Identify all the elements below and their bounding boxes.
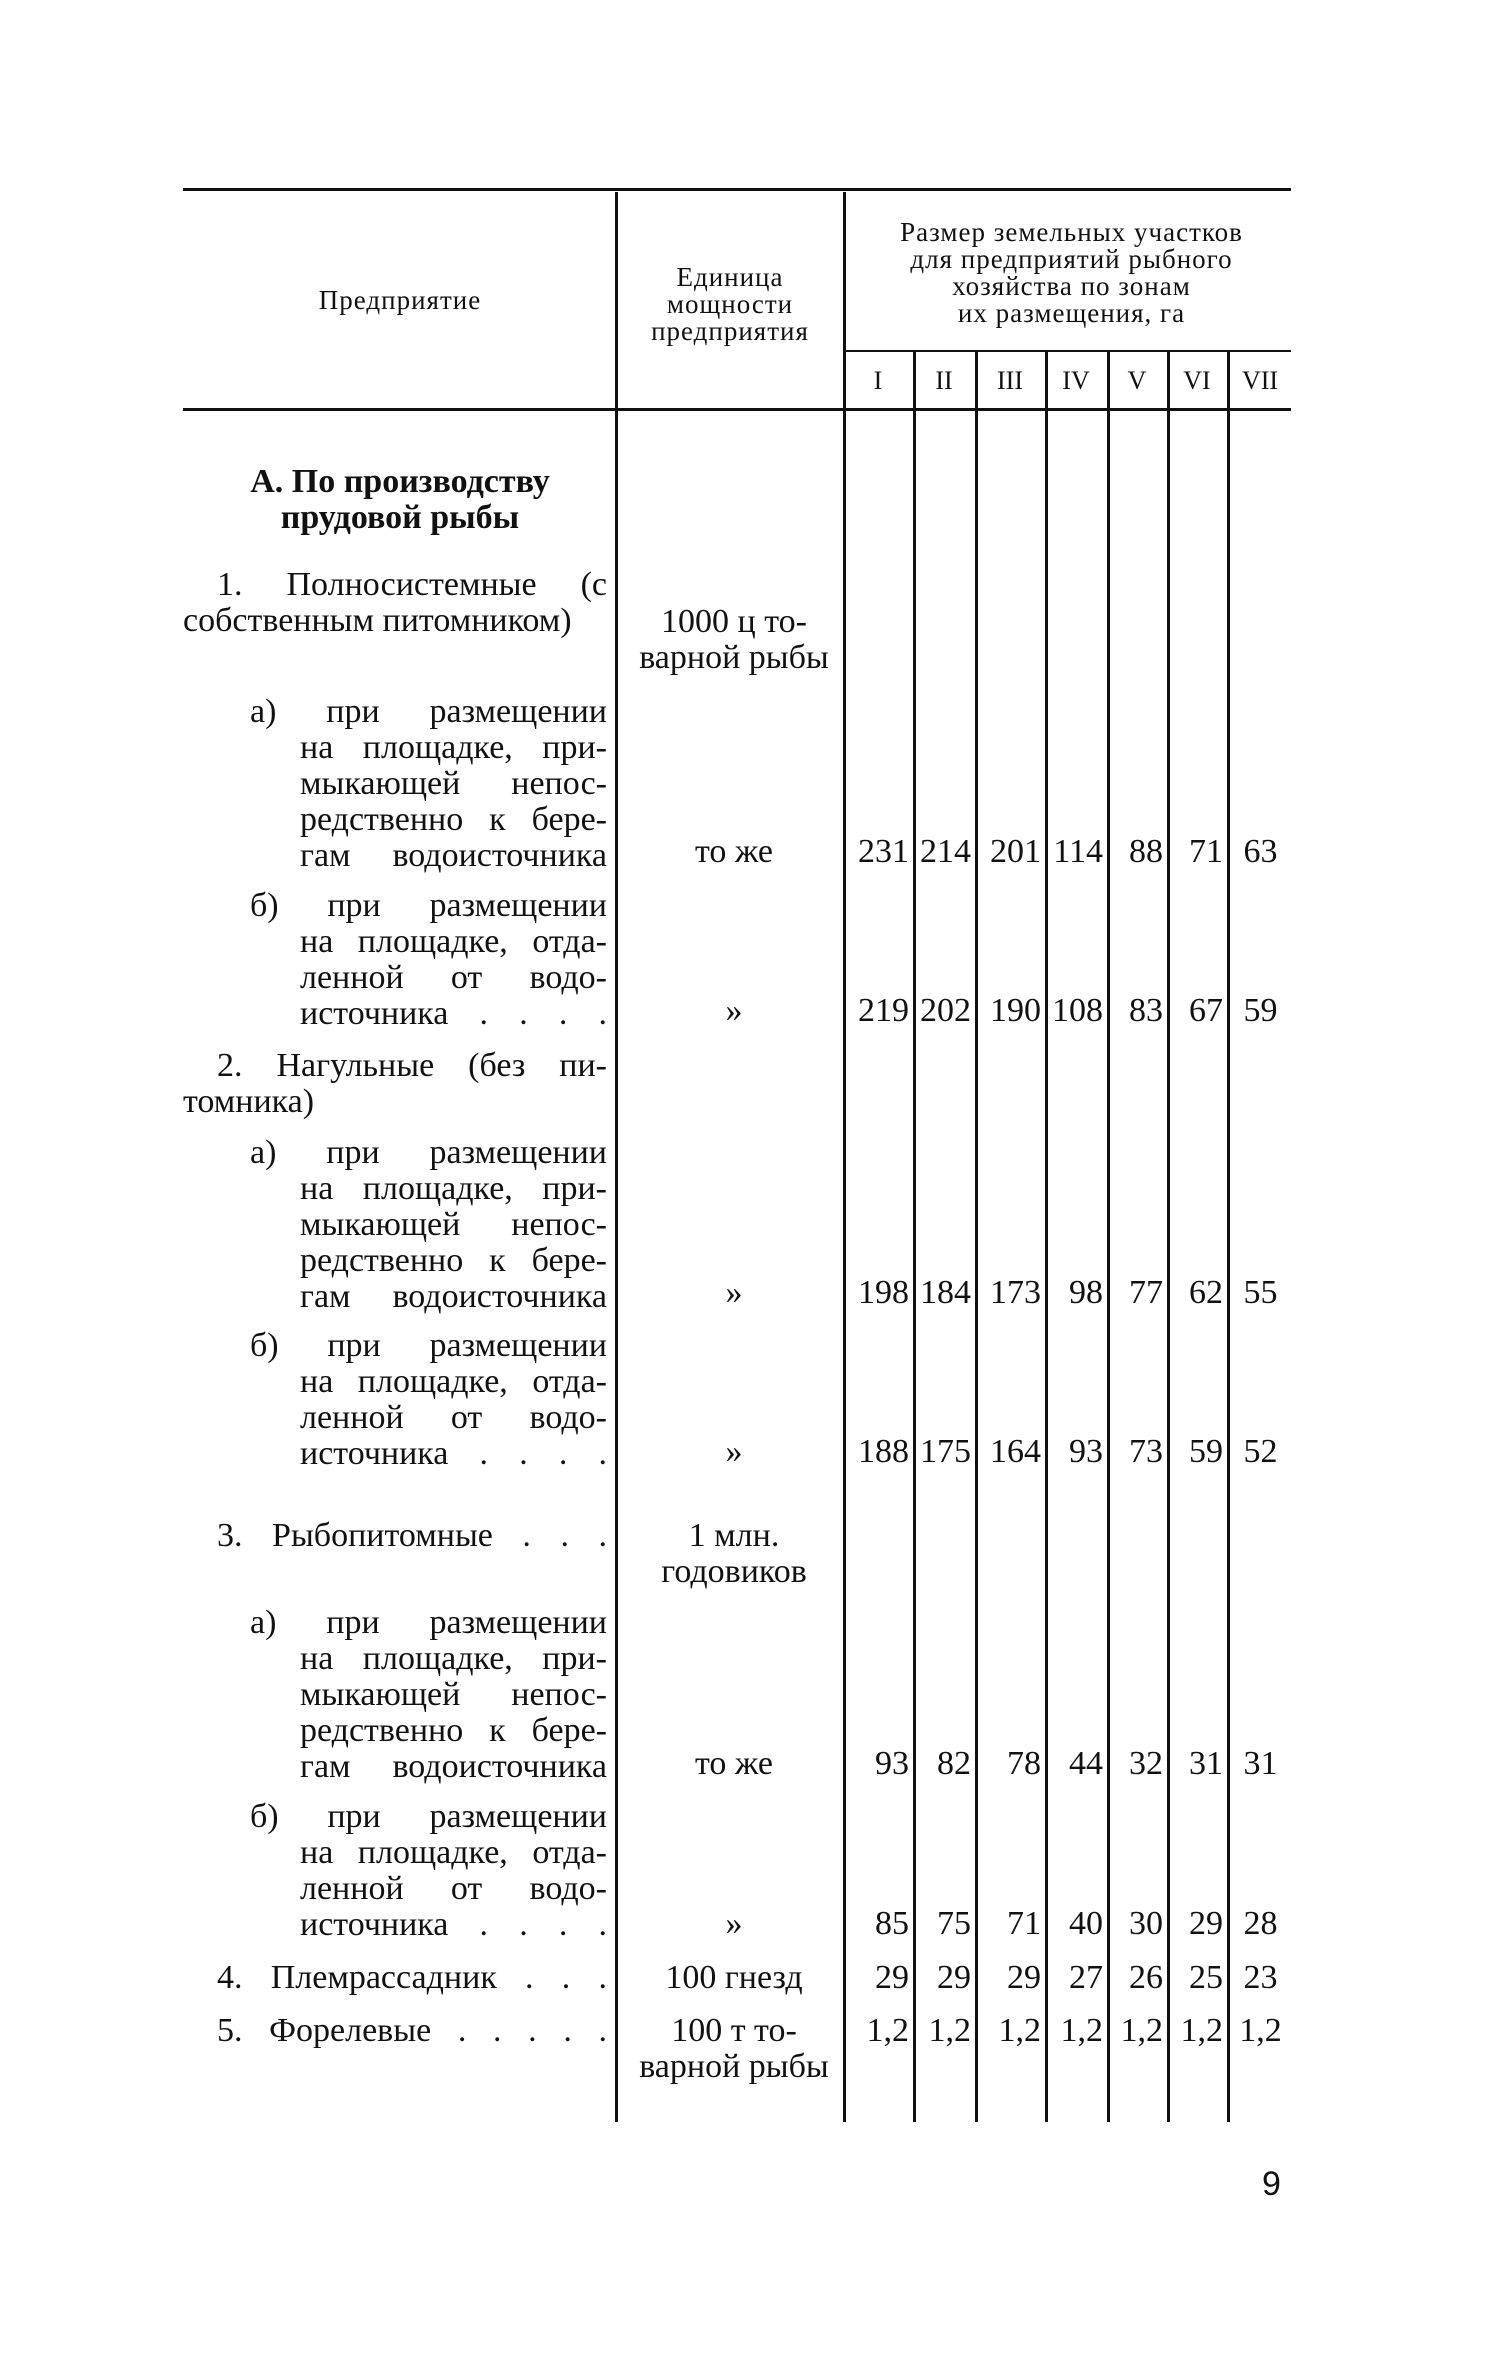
- value-cell-zone-1: 188: [858, 1433, 909, 1470]
- group-2-title: [183, 1048, 607, 1120]
- value-cell-zone-4: 1,2: [1060, 2012, 1103, 2049]
- g3-sub-a-line-4: редственно к бере-: [300, 1712, 607, 1749]
- group-1-title: [183, 567, 607, 639]
- value-cell-zone-2: 82: [937, 1745, 971, 1782]
- value-cell-zone-4: 93: [1069, 1433, 1103, 1470]
- g2-sub-a-line-5: гам водоисточника: [300, 1278, 607, 1315]
- value-cell-zone-6: 1,2: [1180, 2012, 1223, 2049]
- header-unit-line-1: Единица: [676, 262, 784, 292]
- g3-sub-b-line-3: ленной от водо-: [300, 1870, 607, 1907]
- sub-b-line-4: источника . . . .: [300, 995, 607, 1032]
- group-1-unit-line-2: варной рыбы: [639, 639, 829, 676]
- row-plemrassadnik-unit: 100 гнезд: [665, 1959, 803, 1996]
- value-cell-zone-6: 71: [1189, 833, 1223, 870]
- value-cell-zone-7: 23: [1243, 1959, 1278, 1996]
- value-cell-zone-1: 1,2: [866, 2012, 909, 2049]
- row-2-unit: »: [725, 992, 743, 1029]
- value-cell-zone-4: 108: [1052, 992, 1103, 1029]
- group-2-sub-b: [250, 1328, 607, 1472]
- row-5-unit: то же: [694, 1745, 774, 1782]
- value-cell-zone-5: 77: [1129, 1274, 1163, 1311]
- group-3-sub-b: [250, 1799, 607, 1943]
- header-bottom-rule: [183, 408, 1291, 411]
- section-a-title: [200, 464, 600, 536]
- value-cell-zone-1: 29: [875, 1959, 909, 1996]
- value-cell-zone-6: 67: [1189, 992, 1223, 1029]
- value-cell-zone-7: 52: [1243, 1433, 1278, 1470]
- value-cell-zone-5: 30: [1129, 1905, 1163, 1942]
- group-1-unit: [620, 604, 848, 676]
- value-cell-zone-3: 164: [990, 1433, 1041, 1470]
- g2-sub-a-line-2: на площадке, при-: [300, 1170, 607, 1207]
- header-unit-line-2: мощности: [666, 289, 794, 319]
- g2-sub-b-line-1: б) при размещении: [250, 1327, 607, 1364]
- header-size-line-4: их размещения, га: [957, 298, 1186, 328]
- column-divider-zone-5: [1167, 352, 1170, 2122]
- row-4-unit: »: [725, 1433, 743, 1470]
- value-cell-zone-1: 93: [875, 1745, 909, 1782]
- header-size-line-2: для предприятий рыбного: [910, 244, 1233, 274]
- value-cell-zone-4: 98: [1069, 1274, 1103, 1311]
- value-cell-zone-1: 219: [858, 992, 909, 1029]
- value-cell-zone-2: 214: [920, 833, 971, 870]
- group-3-unit-line-1: 1 млн.: [688, 1517, 780, 1554]
- value-cell-zone-2: 184: [920, 1274, 971, 1311]
- value-cell-zone-5: 32: [1129, 1745, 1163, 1782]
- group-2-line-1: 2. Нагульные (без пи-: [217, 1047, 607, 1084]
- sub-a-line-4: редственно к бере-: [300, 801, 607, 838]
- value-cell-zone-7: 63: [1243, 833, 1278, 870]
- sub-a-line-2: на площадке, при-: [300, 729, 607, 766]
- column-divider-zone-2: [975, 352, 978, 2122]
- value-cell-zone-5: 73: [1129, 1433, 1163, 1470]
- value-cell-zone-7: 1,2: [1239, 2012, 1282, 2049]
- g2-sub-a-line-3: мыкающей непос-: [300, 1206, 607, 1243]
- zone-header-2: II: [935, 366, 953, 395]
- row-plemrassadnik-title: 4. Племрассадник . . .: [217, 1959, 607, 1996]
- column-divider-zone-6: [1227, 352, 1230, 2122]
- g3-sub-a-line-3: мыкающей непос-: [300, 1676, 607, 1713]
- group-1-unit-line-1: 1000 ц то-: [661, 603, 807, 640]
- group-2-sub-a: [250, 1135, 607, 1315]
- group-1-sub-a: [250, 694, 607, 874]
- value-cell-zone-7: 28: [1243, 1905, 1278, 1942]
- value-cell-zone-3: 173: [990, 1274, 1041, 1311]
- g3-sub-a-line-1: а) при размещении: [250, 1604, 607, 1641]
- column-divider-zone-3: [1045, 352, 1048, 2122]
- value-cell-zone-6: 31: [1189, 1745, 1223, 1782]
- zone-header-1: I: [873, 366, 883, 395]
- g3-sub-b-line-2: на площадке, отда-: [300, 1834, 607, 1871]
- value-cell-zone-3: 201: [990, 833, 1041, 870]
- column-divider-unit: [843, 192, 846, 2122]
- group-3-sub-a: [250, 1605, 607, 1785]
- group-1-line-2: собственным питомником): [183, 602, 572, 639]
- value-cell-zone-3: 78: [1007, 1745, 1041, 1782]
- value-cell-zone-2: 202: [920, 992, 971, 1029]
- row-3-unit: »: [725, 1274, 743, 1311]
- g3-sub-a-line-5: гам водоисточника: [300, 1748, 607, 1785]
- value-cell-zone-4: 40: [1069, 1905, 1103, 1942]
- header-unit: [620, 264, 840, 345]
- zone-header-6: VI: [1183, 366, 1211, 395]
- row-forelevye-unit-line-2: варной рыбы: [639, 2048, 829, 2085]
- group-3-title: 3. Рыбопитомные . . .: [217, 1517, 607, 1554]
- value-cell-zone-2: 75: [937, 1905, 971, 1942]
- section-a-line-2: прудовой рыбы: [280, 499, 520, 536]
- value-cell-zone-3: 190: [990, 992, 1041, 1029]
- sub-b-line-3: ленной от водо-: [300, 959, 607, 996]
- column-divider-zone-1: [913, 352, 916, 2122]
- column-divider-zone-4: [1107, 352, 1110, 2122]
- zone-header-3: III: [997, 366, 1023, 395]
- header-unit-line-3: предприятия: [651, 316, 809, 346]
- g3-sub-b-line-4: источника . . . .: [300, 1906, 607, 1943]
- value-cell-zone-5: 26: [1129, 1959, 1163, 1996]
- header-enterprise: Предприятие: [318, 285, 482, 315]
- value-cell-zone-7: 55: [1243, 1274, 1278, 1311]
- value-cell-zone-3: 29: [1007, 1959, 1041, 1996]
- page-number: 9: [1262, 2165, 1281, 2203]
- sub-a-line-1: а) при размещении: [250, 693, 607, 730]
- value-cell-zone-4: 27: [1069, 1959, 1103, 1996]
- value-cell-zone-2: 29: [937, 1959, 971, 1996]
- row-forelevye-title: 5. Форелевые . . . . .: [217, 2012, 607, 2049]
- value-cell-zone-5: 83: [1129, 992, 1163, 1029]
- zone-header-4: IV: [1062, 366, 1090, 395]
- sub-b-line-1: б) при размещении: [250, 887, 607, 924]
- value-cell-zone-5: 1,2: [1120, 2012, 1163, 2049]
- value-cell-zone-6: 25: [1189, 1959, 1223, 1996]
- header-size-line-1: Размер земельных участков: [900, 217, 1243, 247]
- g2-sub-b-line-3: ленной от водо-: [300, 1399, 607, 1436]
- value-cell-zone-7: 59: [1243, 992, 1278, 1029]
- group-2-line-2: томника): [183, 1083, 315, 1120]
- value-cell-zone-1: 85: [875, 1905, 909, 1942]
- table-top-rule: [183, 188, 1291, 191]
- value-cell-zone-7: 31: [1243, 1745, 1278, 1782]
- zone-header-7: VII: [1241, 366, 1279, 395]
- value-cell-zone-2: 175: [920, 1433, 971, 1470]
- group-1-sub-b: [250, 888, 607, 1032]
- value-cell-zone-6: 29: [1189, 1905, 1223, 1942]
- sub-a-line-3: мыкающей непос-: [300, 765, 607, 802]
- row-1-unit: то же: [694, 833, 774, 870]
- sub-a-line-5: гам водоисточника: [300, 837, 607, 874]
- g2-sub-a-line-1: а) при размещении: [250, 1134, 607, 1171]
- value-cell-zone-6: 62: [1189, 1274, 1223, 1311]
- value-cell-zone-4: 114: [1053, 833, 1103, 870]
- row-forelevye-unit-line-1: 100 т то-: [671, 2012, 797, 2049]
- g2-sub-b-line-4: источника . . . .: [300, 1435, 607, 1472]
- header-size: [852, 219, 1291, 327]
- g3-sub-a-line-2: на площадке, при-: [300, 1640, 607, 1677]
- row-forelevye-unit: [620, 2013, 848, 2085]
- g2-sub-a-line-4: редственно к бере-: [300, 1242, 607, 1279]
- zone-header-5: V: [1127, 366, 1147, 395]
- g3-sub-b-line-1: б) при размещении: [250, 1798, 607, 1835]
- value-cell-zone-5: 88: [1129, 833, 1163, 870]
- header-size-line-3: хозяйства по зонам: [952, 271, 1191, 301]
- group-3-unit-line-2: годовиков: [661, 1553, 807, 1590]
- value-cell-zone-6: 59: [1189, 1433, 1223, 1470]
- group-3-unit: [620, 1518, 848, 1590]
- row-6-unit: »: [725, 1905, 743, 1942]
- value-cell-zone-2: 1,2: [928, 2012, 971, 2049]
- section-a-line-1: А. По производству: [250, 463, 550, 500]
- value-cell-zone-3: 1,2: [998, 2012, 1041, 2049]
- value-cell-zone-1: 231: [858, 833, 909, 870]
- value-cell-zone-4: 44: [1069, 1745, 1103, 1782]
- g2-sub-b-line-2: на площадке, отда-: [300, 1363, 607, 1400]
- sub-b-line-2: на площадке, отда-: [300, 923, 607, 960]
- value-cell-zone-3: 71: [1007, 1905, 1041, 1942]
- column-divider-enterprise: [615, 192, 618, 2122]
- value-cell-zone-1: 198: [858, 1274, 909, 1311]
- group-1-line-1: 1. Полносистемные (с: [217, 566, 607, 603]
